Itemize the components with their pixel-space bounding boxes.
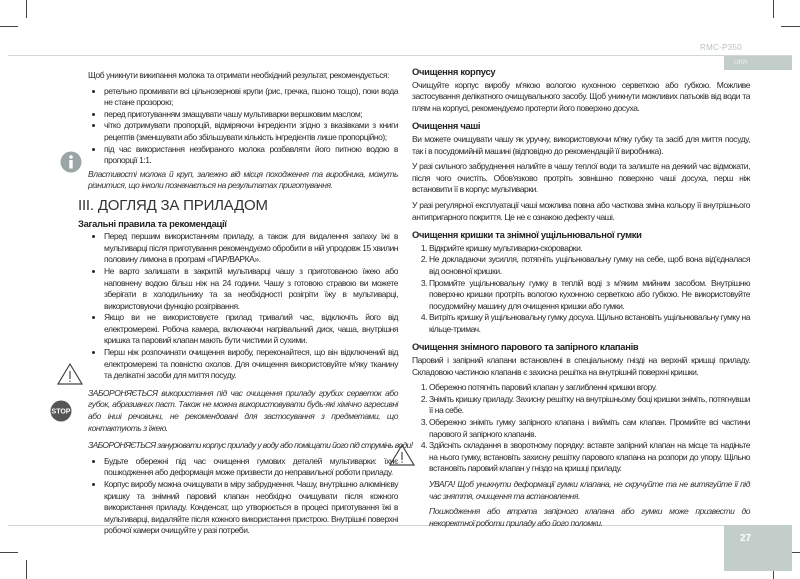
lid-steps — [412, 243, 750, 336]
page-number: 27 — [724, 525, 792, 571]
list-item: • ретельно промивати всі цільнозернові крупи (рис, гречка, пшоно тощо), поки вода не стане прозорою; — [104, 86, 398, 109]
paragraph: Ви можете очищувати чашу як уручну, використовуючи м'яку губку та засіб для миття посуду, так і в посудомийній машині (відповідно до рекомендацій її виробника). — [412, 133, 750, 156]
final-list — [88, 456, 398, 537]
left-column — [78, 70, 413, 539]
valve-text: Паровий і запірний клапани встановлені в спеціальному гнізді на верхній кришці приладу. Складовою частиною клапанів є захисна решітка на внутрішній поверхні кришки. — [412, 355, 750, 377]
list-item: 3. Обережно зніміть гумку запірного клапана і вийміть сам клапан. Промийте всі частини парового й запірного клапанів. — [429, 417, 750, 440]
crop-mark — [0, 552, 18, 553]
warning-icon — [56, 362, 84, 386]
stop-icon — [50, 400, 72, 422]
list-item: • Перш ніж розпочинати очищення виробу, переконайтеся, що він відключений від електромережі та повністю охолов. Для очищення використовуйте м'яку тканину та делікатні засоби для миття посуду. — [104, 347, 398, 382]
model-label: RMC-P350 — [700, 43, 742, 52]
list-item: 4. Витріть кришку й ущільнювальну гумку досуха. Щільно встановіть ущільнювальну гумку на кільце-тримач. — [429, 312, 750, 335]
language-tab: UKR — [724, 56, 792, 70]
list-item: 2. Зніміть кришку приладу. Захисну решітку на внутрішньому боці кришки зніміть, потягнувши її на себе. — [429, 394, 750, 417]
crop-mark — [0, 26, 18, 27]
crop-mark — [773, 0, 774, 18]
stop-label: STOP — [51, 408, 71, 416]
lid-cleaning-heading: Очищення кришки та знімної ущільнювальної гумки — [412, 229, 642, 241]
crop-mark — [781, 26, 800, 27]
valve-cleaning-heading: Очищення знімного парового та запірного клапанів — [412, 341, 639, 353]
list-item: 2. Не докладаючи зусилля, потягніть ущільнювальну гумку на себе, щоб вона від'єдналася від основної кришки. — [429, 254, 750, 277]
bowl-cleaning-heading: Очищення чаші — [412, 120, 481, 132]
list-item: • під час використання незбираного молока розбавляти його питною водою в пропорції 1:1. — [104, 144, 398, 167]
info-note: Властивості молока й круп, залежно від місця походження та виробника, можуть різнитися, що інколи позначається на результатах приготування. — [88, 168, 398, 191]
list-item: 3. Промийте ущільнювальну гумку в теплій воді з м'яким мийним засобом. Внутрішню поверхню кришки протріть вологою кухонною серветкою або губкою. Не використовуйте посудомийну машину для очищення кришки або гумки. — [429, 278, 750, 313]
list-item: • Не варто залишати в закритій мультиварці чашу з приготованою їжею або наповнену водою більш ніж на 24 години. Чашу з готовою стравою ви можете зберігати в холодильнику та за необхідності розігріти їжу в мультиварці, використовуючи функцію розігрівання. — [104, 266, 398, 312]
list-item: 1. Відкрийте кришку мультиварки-скороварки. — [429, 243, 750, 255]
crop-mark — [26, 560, 27, 579]
body-cleaning-heading: Очищення корпусу — [412, 66, 496, 77]
general-list — [88, 231, 398, 382]
paragraph: У разі сильного забруднення налийте в чашу теплої води та залиште на деякий час відмокати, після чого очистіть. Обов'язково протріть зовнішню поверхню чаші досуха, перш ніж встановити її в корпус мультиварки. — [412, 161, 750, 195]
general-heading: Загальні правила та рекомендації — [78, 217, 227, 229]
right-column — [412, 66, 750, 533]
intro-list — [88, 86, 398, 167]
valve-steps — [412, 382, 750, 475]
list-item: 1. Обережно потягніть паровий клапан у заглибленні кришки вгору. — [429, 382, 750, 394]
stop-note: ЗАБОРОНЯЄТЬСЯ занурювати корпус приладу у воду або поміщати його під струмінь води! — [88, 440, 413, 451]
body-cleaning-text: Очищуйте корпус виробу м'якою вологою кухонною серветкою або губкою. Можливе застосування делікатного очищувального засобу. Щоб уникнути можливих патьоків від води та плям на корпусі, рекомендуємо протерти його поверхню досуха. — [412, 79, 750, 113]
list-item: 4. Здійсніть складання в зворотному порядку: вставте запірний клапан на місце та надіньте на нього гумку, встановіть захисну решітку парового клапана на розпори до упору. Щільно встановіть паровий клапан у гніздо на кришці приладу. — [429, 440, 750, 475]
warning-note: Пошкодження або втрата запірного клапана або гумки може призвести до некоректної роботи приладу або його поломки. — [429, 506, 750, 528]
warning-note: ЗАБОРОНЯЄТЬСЯ використання під час очищення приладу грубих серветок або губок, абразивних паст. Також не можна використовувати будь-які хімічно агресивні або інші речовини, не рекомендовані для застосування з предметами, що контактують з їжею. — [88, 387, 398, 433]
header-rule — [8, 55, 792, 56]
list-item: • Перед першим використанням приладу, а також для видалення запаху їжі в мультиварці після приготування рекомендуємо обробити в ній упродовж 15 хвилин половину лимона в програмі «ПАР/ВАРКА». — [104, 231, 398, 266]
section-title: III. ДОГЛЯД ЗА ПРИЛАДОМ — [78, 196, 268, 214]
paragraph: У разі регулярної експлуатації чаші можлива повна або часткова зміна кольору її внутрішнього антипригарного покриття. Це не є ознакою дефекту чаші. — [412, 199, 750, 222]
list-item: • Корпус виробу можна очищувати в міру забруднення. Чашу, внутрішню алюмінієву кришку та знімний паровий клапан необхідно очищувати після кожного використання приладу. Конденсат, що утворюється в процесі приготування їжі в мультиварці, видаляйте після кожного використання пристрою. Внутрішні поверхні робочої камери очищуйте у разі потреби. — [104, 479, 398, 537]
warning-note: УВАГА! Щоб уникнути деформації гумки клапана, не скручуйте та не витягуйте її під час зняття, очищення та встановлення. — [429, 479, 750, 501]
list-item: • чітко дотримувати пропорцій, відміряючи інгредієнти згідно з вказівками з книги рецептів (зменшувати або збільшувати кількість інгредієнтів лише пропорційно); — [104, 120, 398, 143]
intro-text: Щоб уникнути википання молока та отримати необхідний результат, рекомендується: — [88, 70, 390, 80]
list-item: • перед приготуванням змащувати чашу мультиварки вершковим маслом; — [104, 109, 398, 121]
info-icon — [60, 151, 82, 173]
list-item: • Якщо ви не використовуєте прилад тривалий час, відключіть його від електромережі. Робоча камера, включаючи нагрівальний диск, чаша, внутрішня кришка та паровий клапан мають бути чистими й сухими. — [104, 312, 398, 347]
list-item: • Будьте обережні під час очищення гумових деталей мультиварки: їхнє пошкодження або деформація може призвести до неправильної роботи приладу. — [104, 456, 398, 479]
crop-mark — [26, 0, 27, 18]
